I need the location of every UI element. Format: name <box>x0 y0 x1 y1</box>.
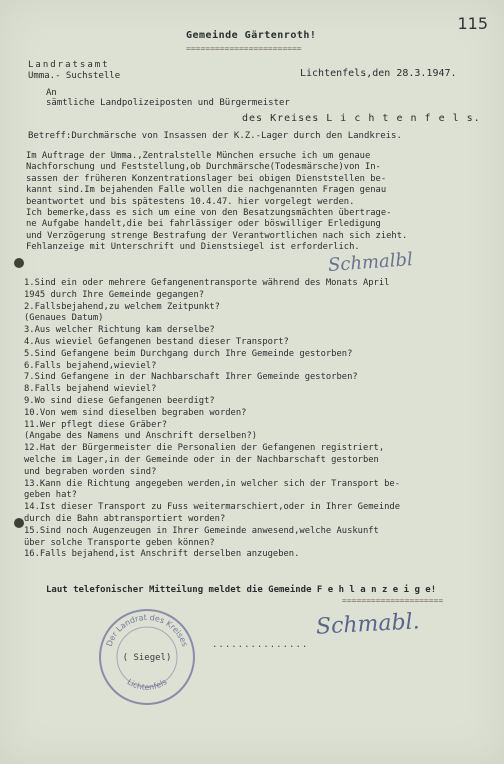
question-line: 8.Falls bejahend wieviel? <box>24 384 157 395</box>
svg-text:Der Landrat des Kreises <box>105 613 190 648</box>
question-line: 11.Wer pflegt diese Gräber? <box>24 419 167 430</box>
question-line: (Genaues Datum) <box>24 313 104 324</box>
body-line: und Verzögerung strenge Bestrafung der Verantwortlichen nach sich zieht. <box>26 230 408 241</box>
footer-underline: ===================== <box>342 596 444 605</box>
page-number: 115 <box>457 14 488 33</box>
question-line: 13.Kann die Richtung angegeben werden,in welcher sich der Transport be- <box>24 478 401 489</box>
body-line: Ich bemerke,dass es sich um eine von den Besatzungsmächten übertrage- <box>26 207 392 218</box>
question-line: 1945 durch Ihre Gemeinde gegangen? <box>24 289 205 300</box>
seal-top-text: Der Landrat des Kreises <box>104 612 190 648</box>
signature-top: Schmalbl <box>327 249 414 276</box>
body-line: beantwortet und bis spätestens 10.4.47. hier vorgelegt werden. <box>26 196 355 207</box>
body-line: ne Aufgabe handelt,die bei fahrlässiger oder böswilliger Erledigung <box>26 219 381 230</box>
sender-department: Umma.- Suchstelle <box>28 71 121 81</box>
question-line: 5.Sind Gefangene beim Durchgang durch Ihre Gemeinde gestorben? <box>24 348 353 359</box>
question-line: (Angabe des Namens und Anschrift derselben?) <box>24 431 258 442</box>
question-line: 10.Von wem sind dieselben begraben worden? <box>24 407 247 418</box>
question-line: 16.Falls bejahend,ist Anschrift derselben anzugeben. <box>24 549 300 560</box>
punch-hole-top <box>14 258 24 268</box>
question-line: 2.Fallsbejahend,zu welchem Zeitpunkt? <box>24 301 220 312</box>
question-line: 9.Wo sind diese Gefangenen beerdigt? <box>24 395 215 406</box>
recipient-district: des Kreises L i c h t e n f e l s. <box>242 113 481 124</box>
question-line: 12.Hat der Bürgermeister die Personalien der Gefangenen registriert, <box>24 443 385 454</box>
heading-underline: ======================== <box>186 44 302 53</box>
question-list <box>24 278 400 561</box>
question-line: 1.Sind ein oder mehrere Gefangenentransporte während des Monats April <box>24 278 390 288</box>
signature-bottom: Schmabl. <box>315 609 421 640</box>
question-line: welche im Lager,in der Gemeinde oder in der Nachbarschaft gestorben <box>24 454 379 465</box>
seal-stamp-icon <box>96 606 198 708</box>
body-line: sassen der früheren Konzentrationslager bei obigen Dienststellen be- <box>26 173 387 184</box>
body-line: Nachforschung und Feststellung,ob Durchmärsche(Todesmärsche)von In- <box>26 162 381 173</box>
body-line: Im Auftrage der Umma.,Zentralstelle München ersuche ich um genaue <box>26 151 371 161</box>
question-line: 14.Ist dieser Transport zu Fuss weitermarschiert,oder in Ihrer Gemeinde <box>24 502 401 513</box>
question-line: 3.Aus welcher Richtung kam derselbe? <box>24 325 215 336</box>
punch-hole-bottom <box>14 518 24 528</box>
question-line: 4.Aus wieviel Gefangenen bestand dieser Transport? <box>24 336 289 347</box>
subject-line: Betreff:Durchmärsche von Insassen der K.Z.-Lager durch den Landkreis. <box>28 131 402 141</box>
body-line: Fehlanzeige mit Unterschrift und Dienstsiegel ist erforderlich. <box>26 242 360 253</box>
sender-office: Landratsamt <box>28 60 110 70</box>
question-line: und begraben worden sind? <box>24 466 157 477</box>
svg-text:Lichtenfels <box>126 677 169 692</box>
seal-bottom-text: Lichtenfels <box>125 677 169 692</box>
municipality-heading: Gemeinde Gärtenroth! <box>186 30 317 41</box>
question-line: durch die Bahn abtransportiert worden? <box>24 513 226 524</box>
recipient-line: sämtliche Landpolizeiposten und Bürgermeister <box>46 98 290 108</box>
question-line: geben hat? <box>24 490 77 501</box>
body-text <box>26 151 407 254</box>
footer-statement: Laut telefonischer Mitteilung meldet die Gemeinde F e h l a n z e i g e! <box>46 585 437 595</box>
question-line: 15.Sind noch Augenzeugen in Ihrer Gemeinde anwesend,welche Auskunft <box>24 525 379 536</box>
seal-center-text: ( Siegel) <box>122 653 172 663</box>
place-date: Lichtenfels,den 28.3.1947. <box>300 68 457 79</box>
official-seal <box>96 606 198 708</box>
question-line: 7.Sind Gefangene in der Nachbarschaft Ihrer Gemeinde gestorben? <box>24 372 358 383</box>
recipient-prefix: An <box>46 88 57 98</box>
body-line: kannt sind.Im bejahenden Falle wollen die nachgenannten Fragen genau <box>26 185 387 196</box>
question-line: über solche Transporte geben können? <box>24 537 215 548</box>
question-line: 6.Falls bejahend,wieviel? <box>24 360 157 371</box>
signature-line: ............... <box>212 640 309 650</box>
